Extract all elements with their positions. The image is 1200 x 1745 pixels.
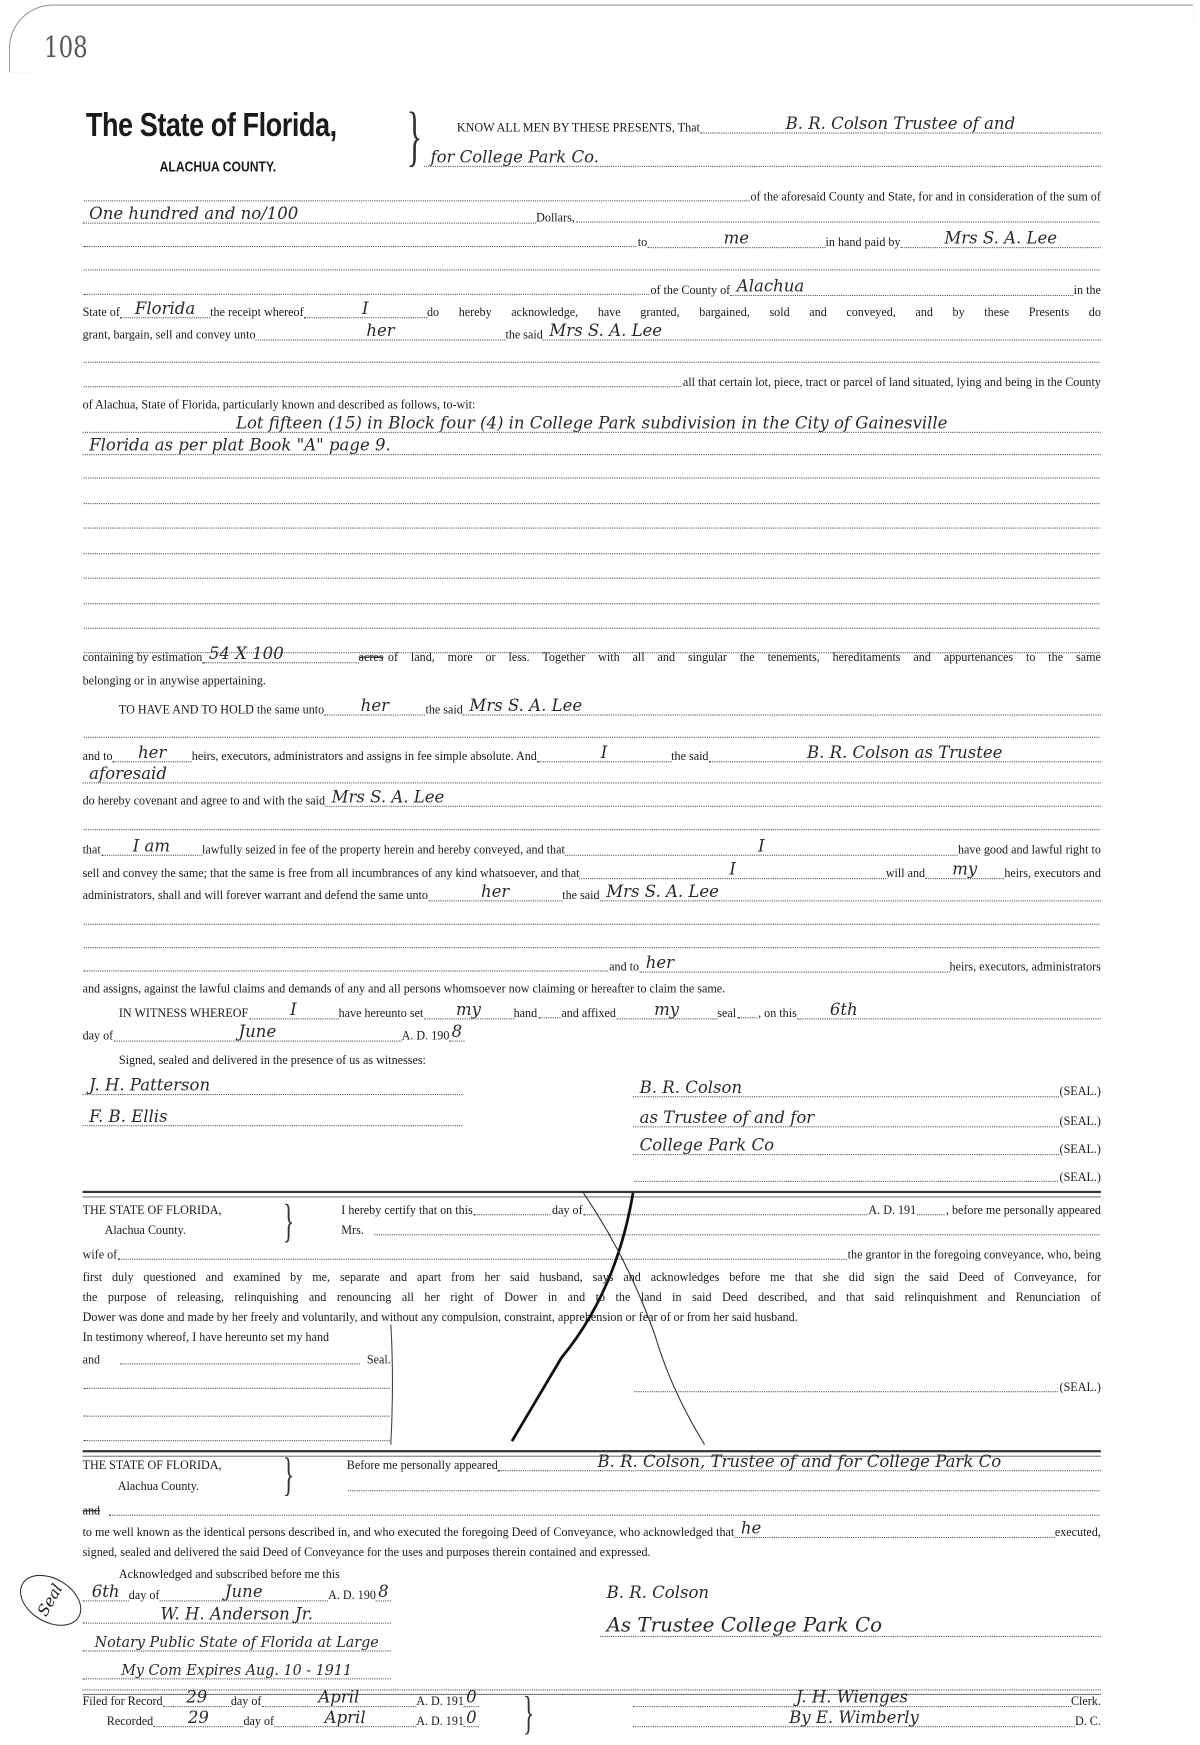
row-blank bbox=[83, 721, 1101, 741]
ack-date bbox=[83, 1581, 391, 1604]
day-field: 29 bbox=[153, 1709, 243, 1727]
text: State of bbox=[82, 306, 120, 320]
ack-row-4 bbox=[82, 1517, 1101, 1540]
text: Alachua County. bbox=[104, 1224, 186, 1238]
text: A. D. 190 bbox=[401, 1029, 450, 1043]
ack-row-5 bbox=[83, 1540, 1101, 1560]
notary-name bbox=[83, 1603, 391, 1626]
state-title: The State of Florida, bbox=[85, 106, 337, 144]
ack-row-3 bbox=[83, 1499, 1101, 1519]
text: that bbox=[82, 843, 101, 857]
row-county bbox=[83, 275, 1101, 298]
ack-row-2 bbox=[83, 1475, 1101, 1495]
text: Before me personally appeared bbox=[346, 1459, 498, 1473]
row-sum bbox=[83, 203, 1101, 226]
text: will and bbox=[885, 866, 926, 881]
county-title: ALACHUA COUNTY. bbox=[159, 158, 277, 175]
text: containing by estimation bbox=[82, 651, 203, 665]
sum-field: One hundred and no/100 bbox=[83, 206, 537, 224]
know-all-text: KNOW ALL MEN BY THESE PRESENTS, That bbox=[456, 121, 700, 135]
text: A. D. 191 bbox=[868, 1204, 917, 1218]
row-blank bbox=[83, 814, 1101, 834]
text: do hereby acknowledge, have granted, bargained, sold and conveyed, and by these Presents do bbox=[426, 306, 1101, 320]
text: have good and lawful right to bbox=[957, 843, 1101, 857]
row-signed bbox=[83, 1048, 1101, 1068]
dower-and-seal bbox=[83, 1348, 391, 1368]
month-field: June bbox=[159, 1584, 328, 1602]
row-of-alachua bbox=[83, 393, 1101, 413]
witness-signature: F. B. Ellis bbox=[83, 1108, 463, 1126]
text: and to bbox=[609, 960, 640, 974]
month-field: April bbox=[274, 1709, 416, 1727]
text: to bbox=[637, 235, 648, 250]
brace: } bbox=[522, 1688, 535, 1740]
grantee-pronoun-field: her bbox=[256, 323, 506, 341]
row-sell bbox=[83, 861, 1101, 881]
row-containing bbox=[83, 645, 1101, 665]
row-legal-2 bbox=[83, 437, 1101, 457]
notary-title-field: Notary Public State of Florida at Large bbox=[83, 1636, 391, 1652]
text: day of bbox=[82, 1029, 114, 1043]
row-grant bbox=[82, 320, 1101, 343]
grantor-row-2 bbox=[424, 146, 1101, 169]
text: Dower was done and made by her freely and voluntarily, and without any compulsion, constraint, apprehension or fear of or from her said husband. bbox=[82, 1310, 798, 1325]
field: her bbox=[113, 745, 192, 763]
text: first duly questioned and examined by me, separate and apart from her said husband, says and acknowledges before me that she did sign the said Deed of Conveyance, for bbox=[82, 1270, 1101, 1285]
to-field: me bbox=[647, 230, 825, 248]
row-blank bbox=[83, 538, 1101, 558]
row-blank bbox=[83, 1400, 391, 1420]
grantor-field-2: for College Park Co. bbox=[424, 149, 1101, 167]
text: A. D. 191 bbox=[416, 1714, 464, 1729]
grantee-field: Mrs S. A. Lee bbox=[600, 884, 1101, 902]
text: in the bbox=[1073, 283, 1101, 298]
row-blank bbox=[83, 588, 1101, 608]
text: the said bbox=[562, 889, 600, 903]
text: IN WITNESS WHEREOF bbox=[118, 1007, 249, 1021]
day-field: 29 bbox=[163, 1689, 231, 1707]
witness-1 bbox=[83, 1077, 463, 1097]
month-field: April bbox=[261, 1689, 416, 1707]
field: I am bbox=[101, 838, 202, 856]
notary-signature: W. H. Anderson Jr. bbox=[83, 1606, 391, 1624]
text: THE STATE OF FLORIDA, bbox=[82, 1459, 222, 1473]
text: D. C. bbox=[1074, 1714, 1101, 1729]
row-to-have bbox=[83, 695, 1101, 718]
grantor-signature: as Trustee of and for bbox=[633, 1110, 1060, 1128]
row-blank bbox=[83, 512, 1101, 532]
deputy-clerk-signature: By E. Wimberly bbox=[633, 1709, 1075, 1727]
text: signed, sealed and delivered the said Deed of Conveyance for the uses and purposes therein contained and expressed. bbox=[82, 1545, 651, 1560]
notary-commission bbox=[83, 1662, 391, 1682]
clerk-signature: J. H. Wienges bbox=[633, 1689, 1071, 1707]
brace: } bbox=[406, 99, 423, 173]
grantee-field: Mrs S. A. Lee bbox=[901, 230, 1101, 248]
row-seized bbox=[82, 835, 1101, 858]
text: Recorded bbox=[106, 1714, 154, 1729]
seal-label: (SEAL.) bbox=[1059, 1381, 1101, 1395]
field: I bbox=[565, 838, 958, 856]
row-belonging bbox=[83, 669, 1101, 689]
text: of land, more or less. Together with all and singular the tenements, hereditaments and appurtenances to the same bbox=[387, 651, 1101, 665]
text: the said bbox=[425, 703, 463, 717]
text: to me well known as the identical persons described in, and who executed the foregoing Deed of Conveyance, who acknowledged that bbox=[82, 1525, 735, 1540]
year-field: 0 bbox=[464, 1689, 479, 1707]
grantee-field: Mrs S. A. Lee bbox=[463, 698, 1101, 716]
grantor-field: B. R. Colson Trustee of and bbox=[700, 116, 1101, 134]
text: Signed, sealed and delivered in the presence of us as witnesses: bbox=[118, 1053, 426, 1068]
row-blank bbox=[83, 1372, 391, 1392]
row-legal-1 bbox=[83, 412, 1101, 435]
row-blank bbox=[83, 562, 1101, 582]
brace: } bbox=[282, 1196, 295, 1248]
text: THE STATE OF FLORIDA, bbox=[82, 1204, 222, 1218]
text: , before me personally appeared bbox=[945, 1204, 1101, 1218]
day-field: 6th bbox=[797, 1002, 1101, 1020]
filed-row bbox=[83, 1689, 479, 1709]
cancellation-mark bbox=[495, 1191, 770, 1458]
signature-line-3 bbox=[633, 1137, 1101, 1157]
text: heirs, executors, administrators bbox=[949, 960, 1101, 974]
row-witness bbox=[83, 999, 1101, 1022]
grantee-field: Mrs S. A. Lee bbox=[543, 323, 1101, 341]
row-blank bbox=[83, 462, 1101, 482]
ack-signature-2 bbox=[600, 1613, 1101, 1639]
row-blank bbox=[83, 908, 1101, 928]
notary-seal-mark: Seal bbox=[11, 1564, 90, 1636]
grantor-signature: B. R. Colson bbox=[606, 1582, 710, 1603]
text: heirs, executors, administrators and assigns in fee simple absolute. And bbox=[191, 750, 537, 764]
text: lawfully seized in fee of the property herein and hereby conveyed, and that bbox=[202, 843, 565, 857]
text: the said bbox=[505, 328, 543, 342]
text: wife of bbox=[82, 1248, 118, 1263]
field: her bbox=[324, 698, 425, 716]
bracket-line bbox=[385, 1324, 407, 1446]
row-covenant bbox=[82, 786, 1101, 809]
text: of the County of bbox=[650, 283, 731, 298]
text: have hereunto set bbox=[338, 1007, 424, 1021]
text: Mrs. bbox=[341, 1224, 364, 1238]
size-field: 54 X 100 bbox=[202, 645, 358, 663]
text: day of bbox=[230, 1694, 262, 1709]
struck-text: acres bbox=[358, 651, 384, 665]
text: grant, bargain, sell and convey unto bbox=[82, 328, 256, 342]
state-field: Florida bbox=[120, 300, 210, 318]
row-paid bbox=[83, 230, 1101, 250]
row-and-to-heirs bbox=[83, 952, 1101, 975]
seal-label: (SEAL.) bbox=[1059, 1142, 1101, 1157]
text: In testimony whereof, I have hereunto set my hand bbox=[82, 1331, 330, 1345]
grantee-field: Mrs S. A. Lee bbox=[325, 789, 1101, 807]
text: Seal. bbox=[366, 1353, 391, 1367]
row-aforesaid-hw bbox=[83, 763, 1101, 786]
text: belonging or in anywise appertaining. bbox=[82, 674, 266, 688]
text: in hand paid by bbox=[825, 235, 901, 250]
text: and to bbox=[82, 750, 113, 764]
field: I bbox=[537, 745, 671, 763]
year-field: 0 bbox=[464, 1709, 479, 1727]
field: he bbox=[734, 1520, 1055, 1538]
appeared-name-field: B. R. Colson, Trustee of and for College Park Co bbox=[498, 1453, 1101, 1471]
text: Clerk. bbox=[1070, 1694, 1101, 1709]
text: and affixed bbox=[561, 1007, 616, 1021]
pronoun-field: I bbox=[304, 300, 427, 318]
text: the said bbox=[671, 750, 709, 764]
notary-title bbox=[83, 1634, 391, 1654]
recorded-row bbox=[83, 1709, 479, 1729]
row-administrators bbox=[82, 881, 1101, 904]
text: executed, bbox=[1054, 1525, 1101, 1540]
text: Acknowledged and subscribed before me this bbox=[118, 1568, 340, 1582]
field: my bbox=[925, 861, 1004, 879]
row-aforesaid bbox=[83, 185, 1101, 205]
day-field: 6th bbox=[83, 1584, 129, 1602]
row-all-that bbox=[83, 371, 1101, 391]
row-blank bbox=[83, 487, 1101, 507]
field: her bbox=[428, 884, 562, 902]
seal-label: (SEAL.) bbox=[1059, 1170, 1101, 1185]
text: Filed for Record bbox=[82, 1694, 163, 1709]
row-and-to bbox=[82, 742, 1101, 765]
text: seal bbox=[717, 1007, 737, 1021]
text: the purpose of releasing, relinquishing and renouncing all her right of Dower in and to the land in said Deed described, and that said relinquishment and Renunciation of bbox=[82, 1290, 1101, 1305]
grantor-signature: B. R. Colson bbox=[633, 1080, 1060, 1098]
text: A. D. 190 bbox=[328, 1589, 376, 1603]
signature-line-1 bbox=[633, 1077, 1101, 1100]
text: heirs, executors and bbox=[1004, 866, 1101, 881]
field: aforesaid bbox=[83, 766, 1101, 784]
seal-label: (SEAL.) bbox=[1059, 1115, 1101, 1129]
row-blank bbox=[83, 612, 1101, 632]
text: Dollars, bbox=[536, 211, 575, 225]
text: , on this bbox=[758, 1007, 797, 1021]
text: and assigns, against the lawful claims and demands of any and all persons whomsoever now claiming or hereafter to claim the same. bbox=[82, 982, 726, 997]
witness-2 bbox=[83, 1108, 463, 1128]
signature-line-4 bbox=[633, 1165, 1101, 1185]
field: I bbox=[579, 861, 885, 879]
commission-field: My Com Expires Aug. 10 - 1911 bbox=[83, 1664, 391, 1680]
witness-signature: J. H. Patterson bbox=[83, 1077, 463, 1095]
row-blank bbox=[83, 931, 1101, 951]
month-field: June bbox=[113, 1024, 401, 1042]
legal-description-field: Florida as per plat Book "A" page 9. bbox=[83, 437, 1101, 455]
struck-text: and bbox=[82, 1504, 101, 1518]
field: I bbox=[248, 1002, 338, 1020]
text: hand bbox=[513, 1007, 538, 1021]
text: all that certain lot, piece, tract or parcel of land situated, lying and being in the County bbox=[682, 376, 1101, 390]
know-all-row bbox=[456, 113, 1101, 136]
text: the grantor in the foregoing conveyance, who, being bbox=[847, 1248, 1101, 1263]
text: sell and convey the same; that the same is free from all incumbrances of any kind whatsoever, and that bbox=[82, 866, 580, 881]
row-blank bbox=[83, 254, 1101, 274]
year-field: 8 bbox=[449, 1024, 464, 1042]
text: I hereby certify that on this bbox=[341, 1204, 473, 1218]
text: day of bbox=[128, 1589, 160, 1603]
field: her bbox=[639, 955, 949, 973]
year-field: 8 bbox=[376, 1584, 391, 1602]
text: of Alachua, State of Florida, particularly known and described as follows, to-wit: bbox=[82, 398, 476, 412]
page-number: 108 bbox=[44, 31, 88, 65]
text: administrators, shall and will forever warrant and defend the same unto bbox=[82, 889, 428, 903]
text: do hereby covenant and agree to and with the said bbox=[82, 794, 326, 808]
text: A. D. 191 bbox=[416, 1694, 464, 1709]
trustee-field: B. R. Colson as Trustee bbox=[708, 745, 1100, 763]
field: my bbox=[423, 1002, 513, 1020]
row-state bbox=[83, 300, 1101, 320]
seal-label: (SEAL.) bbox=[1059, 1085, 1101, 1099]
ack-signature-1 bbox=[600, 1584, 1101, 1604]
dower-testimony bbox=[83, 1325, 391, 1345]
deputy-clerk-row bbox=[633, 1709, 1101, 1729]
page-border bbox=[9, 4, 1194, 72]
text: Alachua County. bbox=[117, 1480, 200, 1494]
brace: } bbox=[282, 1450, 295, 1502]
grantor-signature: As Trustee College Park Co bbox=[600, 1616, 1101, 1637]
ack-subscribed bbox=[83, 1563, 391, 1583]
legal-description-field: Lot fifteen (15) in Block four (4) in College Park subdivision in the City of Gainesville bbox=[83, 415, 1101, 433]
row-assigns bbox=[83, 977, 1101, 997]
row-blank bbox=[83, 1425, 391, 1445]
text: and bbox=[82, 1353, 101, 1367]
text: of the aforesaid County and State, for and in consideration of the sum of bbox=[750, 190, 1101, 204]
ack-row-1 bbox=[83, 1453, 1101, 1473]
county-field: Alachua bbox=[730, 278, 1073, 296]
row-day bbox=[82, 1021, 1101, 1044]
signature-line-2 bbox=[633, 1107, 1101, 1130]
row-blank bbox=[83, 346, 1101, 366]
text: TO HAVE AND TO HOLD the same unto bbox=[118, 703, 325, 717]
text: the receipt whereof bbox=[210, 306, 304, 320]
grantor-signature: College Park Co bbox=[633, 1137, 1060, 1155]
text: day of bbox=[243, 1714, 275, 1729]
text: day of bbox=[552, 1204, 583, 1218]
field: my bbox=[616, 1002, 717, 1020]
